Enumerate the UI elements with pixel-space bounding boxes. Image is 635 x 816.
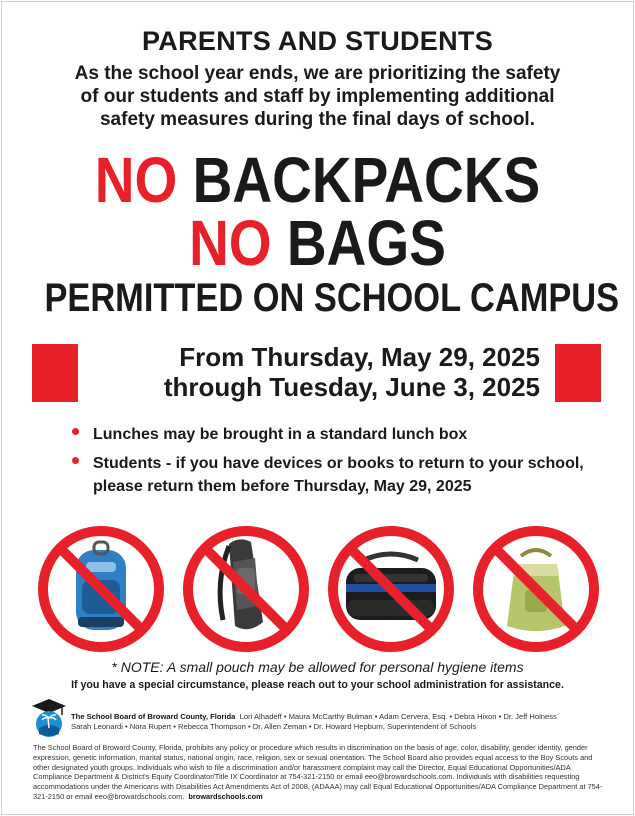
banner-no-word: NO <box>189 207 272 279</box>
banner-line-backpacks <box>44 144 590 216</box>
page-title: PARENTS AND STUDENTS <box>141 26 493 56</box>
bullet-text: Lunches may be brought in a standard lunch box <box>93 426 468 443</box>
board-members-line2: Sarah Leonardi • Nora Rupert • Rebecca Thompson • Dr. Allen Zeman • Dr. Howard Hepburn, Superintendent of Schools <box>71 722 477 731</box>
banner-no-word: NO <box>94 144 178 216</box>
intro-paragraph <box>0 62 635 131</box>
bullet-list <box>72 423 592 504</box>
banner-backpacks-word: BACKPACKS <box>192 144 541 216</box>
banner-permitted-line: PERMITTED ON SCHOOL CAMPUS <box>44 276 620 320</box>
intro-line: safety measures during the final days of school. <box>99 109 535 130</box>
board-name: The School Board of Broward County, Florida <box>71 712 236 721</box>
intro-line: As the school year ends, we are prioritizing the safety <box>74 63 561 84</box>
bullet-item <box>72 452 592 498</box>
date-range-end: through Tuesday, June 3, 2025 <box>163 372 540 402</box>
website-link[interactable]: browardschools.com <box>188 791 263 801</box>
red-accent-bar-right <box>555 344 601 402</box>
prohibited-items-row <box>34 522 604 656</box>
bullet-item <box>72 423 592 446</box>
intro-line: of our students and staff by implementing additional <box>80 86 555 107</box>
board-members-line1: Lori Alhadeff • Maura McCarthy Bulman • Adam Cervera, Esq. • Debra Hixon • Dr. Jeff Holness <box>239 712 557 721</box>
banner-line-bags <box>44 207 590 279</box>
bullet-dot-icon <box>72 428 79 435</box>
red-accent-bar-left <box>32 344 78 402</box>
date-range <box>90 342 540 402</box>
banner-bags-word: BAGS <box>286 207 446 279</box>
legal-text: The School Board of Broward County, Florida, prohibits any policy or procedure which results in discrimination on the basis of age, color, disability, gender identity, gender expression, genetic information, marital status, national origin, race, religion, sex or sexual orientation. The School Board also provides equal access to the Boy Scouts and other designated youth groups. Individuals who wish to file a discrimination and/or harassment complaint may call the Director, Equal Educational Opportunities/ADA Compliance Department & District's Equity Coordinator/Title IX Coordinator at 754-321-2150 or email eeo@browardschools.com. Individuals with disabilities requesting accommodations under the Americans with Disabilities Act Amendments Act of 2008, (ADAAA) may call Equal Educational Opportunities/ADA Compliance Department at 754-321-2150 or email eeo@browardschools.com. <box>33 743 603 801</box>
school-board-logo <box>31 698 67 738</box>
no-backpack-icon <box>34 522 168 656</box>
no-sling-bag-icon <box>179 522 313 656</box>
bullet-dot-icon <box>72 457 79 464</box>
special-circumstance-note: If you have a special circumstance, please reach out to your school administration for assistance. <box>71 679 564 691</box>
nondiscrimination-statement <box>33 743 605 802</box>
school-board-members <box>71 712 611 732</box>
no-duffel-bag-icon <box>324 522 458 656</box>
date-range-start: From Thursday, May 29, 2025 <box>179 342 540 372</box>
pouch-note: * NOTE: A small pouch may be allowed for personal hygiene items <box>111 659 524 675</box>
no-drawstring-bag-icon <box>469 522 603 656</box>
bullet-text: Students - if you have devices or books to return to your school, please return them before Thursday, May 29, 2025 <box>93 455 584 495</box>
